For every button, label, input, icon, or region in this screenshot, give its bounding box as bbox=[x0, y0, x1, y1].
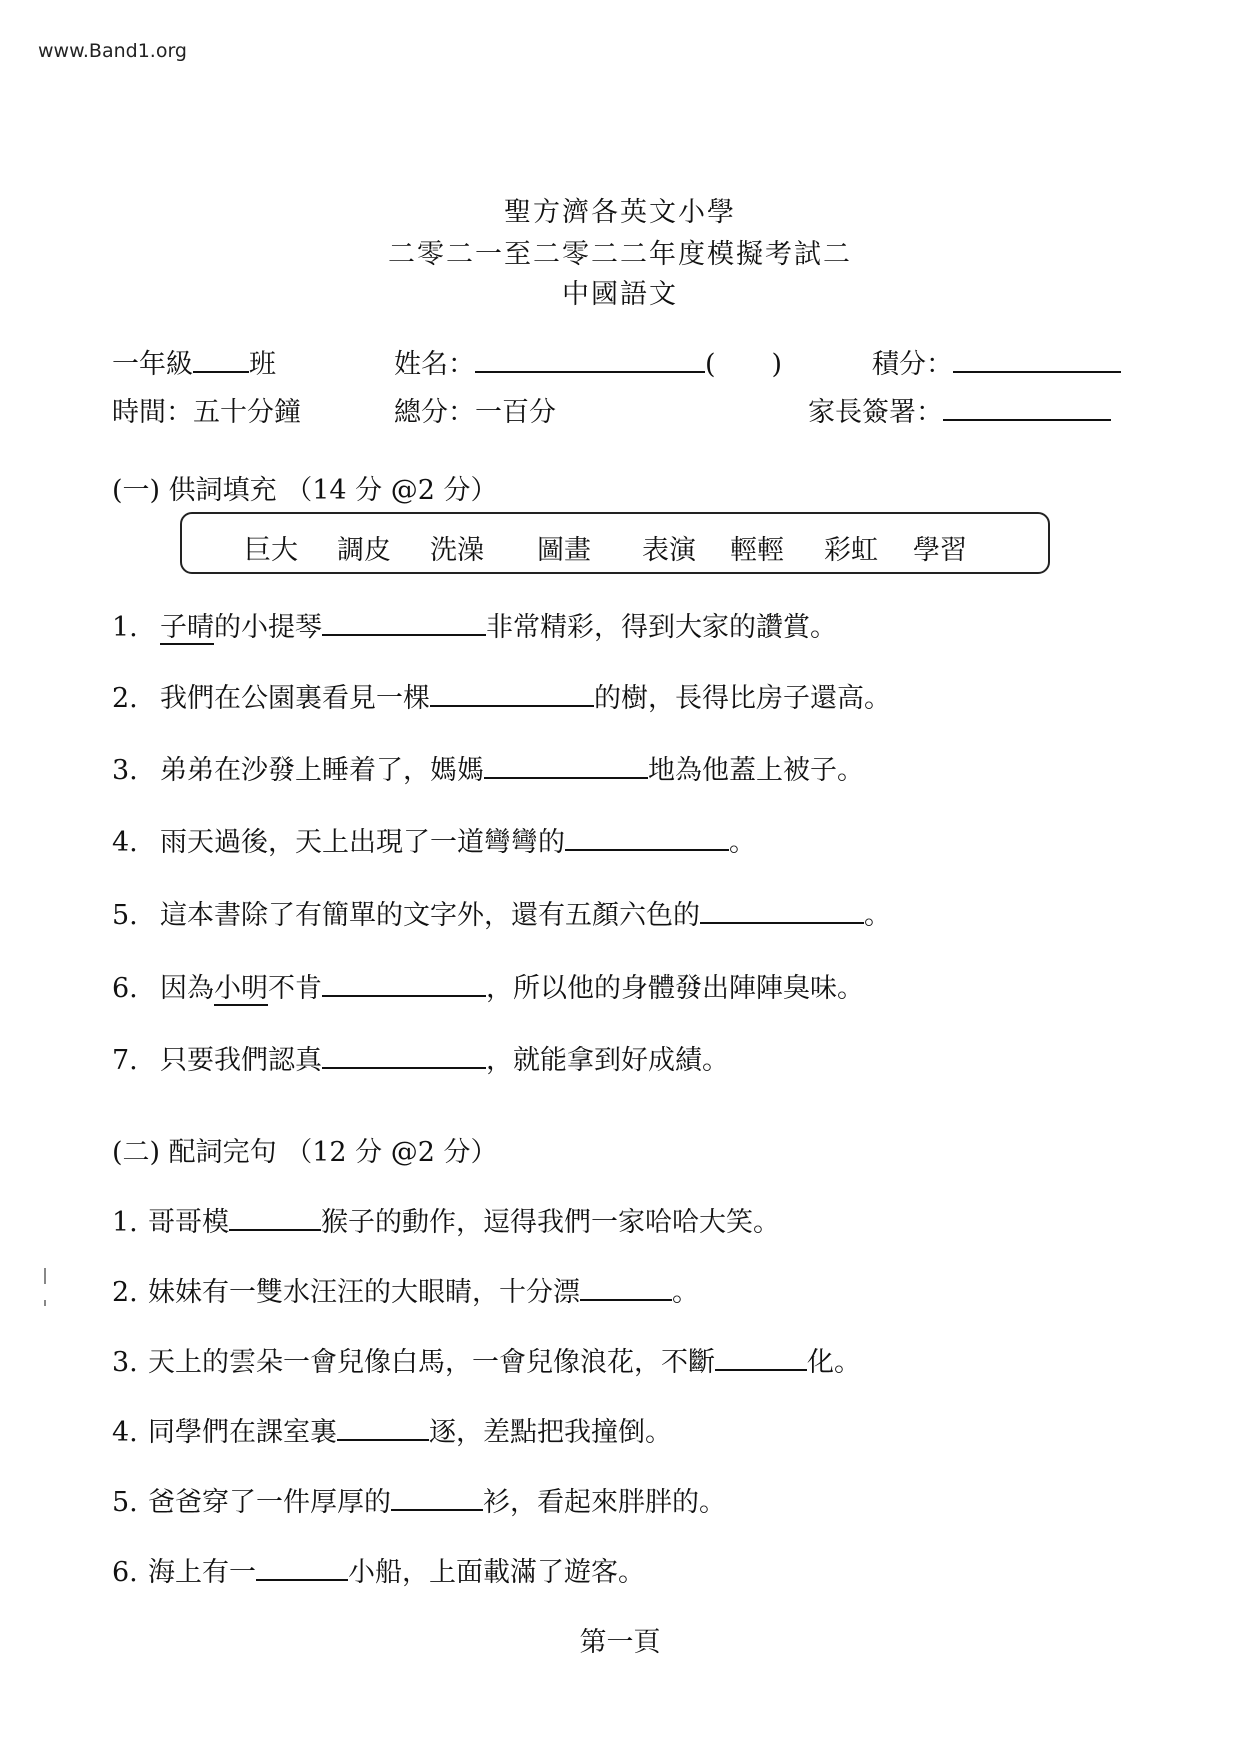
question-text: 衫，看起來胖胖的。 bbox=[483, 1487, 726, 1518]
s1-question bbox=[112, 820, 756, 859]
question-text: 同學們在課室裏 bbox=[148, 1417, 337, 1448]
question-number: 1. bbox=[112, 612, 138, 643]
s2-question bbox=[112, 1480, 726, 1519]
question-number: 4. bbox=[112, 1417, 138, 1448]
school-name: 聖方濟各英文小學 bbox=[504, 197, 736, 228]
answer-blank[interactable] bbox=[565, 827, 729, 851]
answer-blank[interactable] bbox=[580, 1277, 672, 1301]
question-text: 小船，上面載滿了遊客。 bbox=[348, 1557, 645, 1588]
answer-blank[interactable] bbox=[391, 1487, 483, 1511]
question-text: 非常精彩，得到大家的讚賞。 bbox=[486, 612, 837, 643]
answer-blank[interactable] bbox=[715, 1347, 807, 1371]
question-text: 天上的雲朵一會兒像白馬，一會兒像浪花，不斷 bbox=[148, 1347, 715, 1378]
word-bank-item: 洗澡 bbox=[430, 535, 484, 566]
question-text: 逐，差點把我撞倒。 bbox=[429, 1417, 672, 1448]
answer-blank[interactable] bbox=[484, 755, 648, 779]
s1-question bbox=[112, 748, 864, 787]
question-text: 地為他蓋上被子。 bbox=[648, 755, 864, 786]
word-bank-item: 輕輕 bbox=[730, 535, 784, 566]
question-text: 化。 bbox=[807, 1347, 861, 1378]
question-number: 2. bbox=[112, 683, 138, 714]
paren-open: ( bbox=[705, 349, 716, 380]
name-field bbox=[394, 342, 782, 381]
page-number: 第一頁 bbox=[579, 1627, 661, 1658]
s1-question bbox=[112, 893, 891, 932]
answer-blank[interactable] bbox=[430, 683, 594, 707]
parent-signature-field bbox=[808, 390, 1111, 429]
s2-question bbox=[112, 1200, 780, 1239]
word-bank-box bbox=[180, 512, 1050, 574]
section1-title: (一) 供詞填充 （14 分 @2 分） bbox=[112, 475, 498, 506]
question-text: 只要我們認真 bbox=[160, 1045, 322, 1076]
s1-question bbox=[112, 605, 837, 644]
question-text: 。 bbox=[864, 900, 891, 931]
question-text: ，所以他的身體發出陣陣臭味。 bbox=[486, 973, 864, 1004]
word-bank-item: 調皮 bbox=[337, 535, 391, 566]
grade-field bbox=[112, 342, 276, 381]
question-number: 2. bbox=[112, 1277, 138, 1308]
s1-question bbox=[112, 1038, 729, 1077]
s1-question bbox=[112, 676, 891, 715]
question-text: 因為 bbox=[160, 973, 214, 1004]
class-suffix: 班 bbox=[249, 349, 276, 380]
question-text: 妹妹有一雙水汪汪的大眼睛，十分漂 bbox=[148, 1277, 580, 1308]
question-number: 3. bbox=[112, 755, 138, 786]
question-text: 弟弟在沙發上睡着了，媽媽 bbox=[160, 755, 484, 786]
answer-blank[interactable] bbox=[322, 612, 486, 636]
word-bank-item: 學習 bbox=[913, 535, 967, 566]
section2-title: (二) 配詞完句 （12 分 @2 分） bbox=[112, 1137, 498, 1168]
question-text: 的樹，長得比房子還高。 bbox=[594, 683, 891, 714]
question-number: 4. bbox=[112, 827, 138, 858]
question-text: 哥哥模 bbox=[148, 1207, 229, 1238]
word-bank-item: 圖畫 bbox=[537, 535, 591, 566]
word-bank-item: 巨大 bbox=[244, 535, 298, 566]
question-text: 。 bbox=[672, 1277, 699, 1308]
proper-name: 小明 bbox=[214, 973, 268, 1004]
question-text: 不肯 bbox=[268, 973, 322, 1004]
question-text: 的小提琴 bbox=[214, 612, 322, 643]
answer-blank[interactable] bbox=[322, 973, 486, 997]
paren-close: ) bbox=[771, 349, 783, 380]
time-label: 時間：五十分鐘 bbox=[112, 397, 301, 428]
word-bank-item: 表演 bbox=[642, 535, 696, 566]
name-label: 姓名： bbox=[394, 349, 475, 380]
total-label: 總分：一百分 bbox=[394, 397, 556, 428]
s1-question bbox=[112, 966, 864, 1005]
proper-name: 子晴 bbox=[160, 612, 214, 643]
question-text: 爸爸穿了一件厚厚的 bbox=[148, 1487, 391, 1518]
question-text: ，就能拿到好成績。 bbox=[486, 1045, 729, 1076]
s2-question bbox=[112, 1270, 699, 1309]
question-number: 7. bbox=[112, 1045, 138, 1076]
question-text: 雨天過後，天上出現了一道彎彎的 bbox=[160, 827, 565, 858]
question-text: 海上有一 bbox=[148, 1557, 256, 1588]
parent-label: 家長簽署： bbox=[808, 397, 943, 428]
subject-title: 中國語文 bbox=[562, 279, 678, 310]
question-text: 我們在公園裏看見一棵 bbox=[160, 683, 430, 714]
site-url: www.Band1.org bbox=[38, 40, 187, 62]
question-text: 猴子的動作，逗得我們一家哈哈大笑。 bbox=[321, 1207, 780, 1238]
class-blank[interactable] bbox=[193, 347, 249, 373]
word-bank-item: 彩虹 bbox=[824, 535, 878, 566]
question-number: 5. bbox=[112, 900, 138, 931]
parent-signature-blank[interactable] bbox=[943, 395, 1111, 421]
score-field bbox=[872, 342, 1121, 381]
question-number: 6. bbox=[112, 1557, 138, 1588]
question-text: 這本書除了有簡單的文字外，還有五顏六色的 bbox=[160, 900, 700, 931]
grade-label: 一年級 bbox=[112, 349, 193, 380]
score-label: 積分： bbox=[872, 349, 953, 380]
exam-title: 二零二一至二零二二年度模擬考試二 bbox=[388, 239, 852, 270]
score-blank[interactable] bbox=[953, 347, 1121, 373]
scan-mark bbox=[44, 1268, 46, 1284]
s2-question bbox=[112, 1410, 672, 1449]
scan-mark bbox=[44, 1300, 46, 1306]
answer-blank[interactable] bbox=[256, 1557, 348, 1581]
question-number: 6. bbox=[112, 973, 138, 1004]
name-blank[interactable] bbox=[475, 347, 705, 373]
answer-blank[interactable] bbox=[322, 1045, 486, 1069]
answer-blank[interactable] bbox=[700, 900, 864, 924]
answer-blank[interactable] bbox=[229, 1207, 321, 1231]
question-number: 5. bbox=[112, 1487, 138, 1518]
s2-question bbox=[112, 1550, 645, 1589]
question-text: 。 bbox=[729, 827, 756, 858]
question-number: 1. bbox=[112, 1207, 138, 1238]
question-number: 3. bbox=[112, 1347, 138, 1378]
s2-question bbox=[112, 1340, 861, 1379]
answer-blank[interactable] bbox=[337, 1417, 429, 1441]
